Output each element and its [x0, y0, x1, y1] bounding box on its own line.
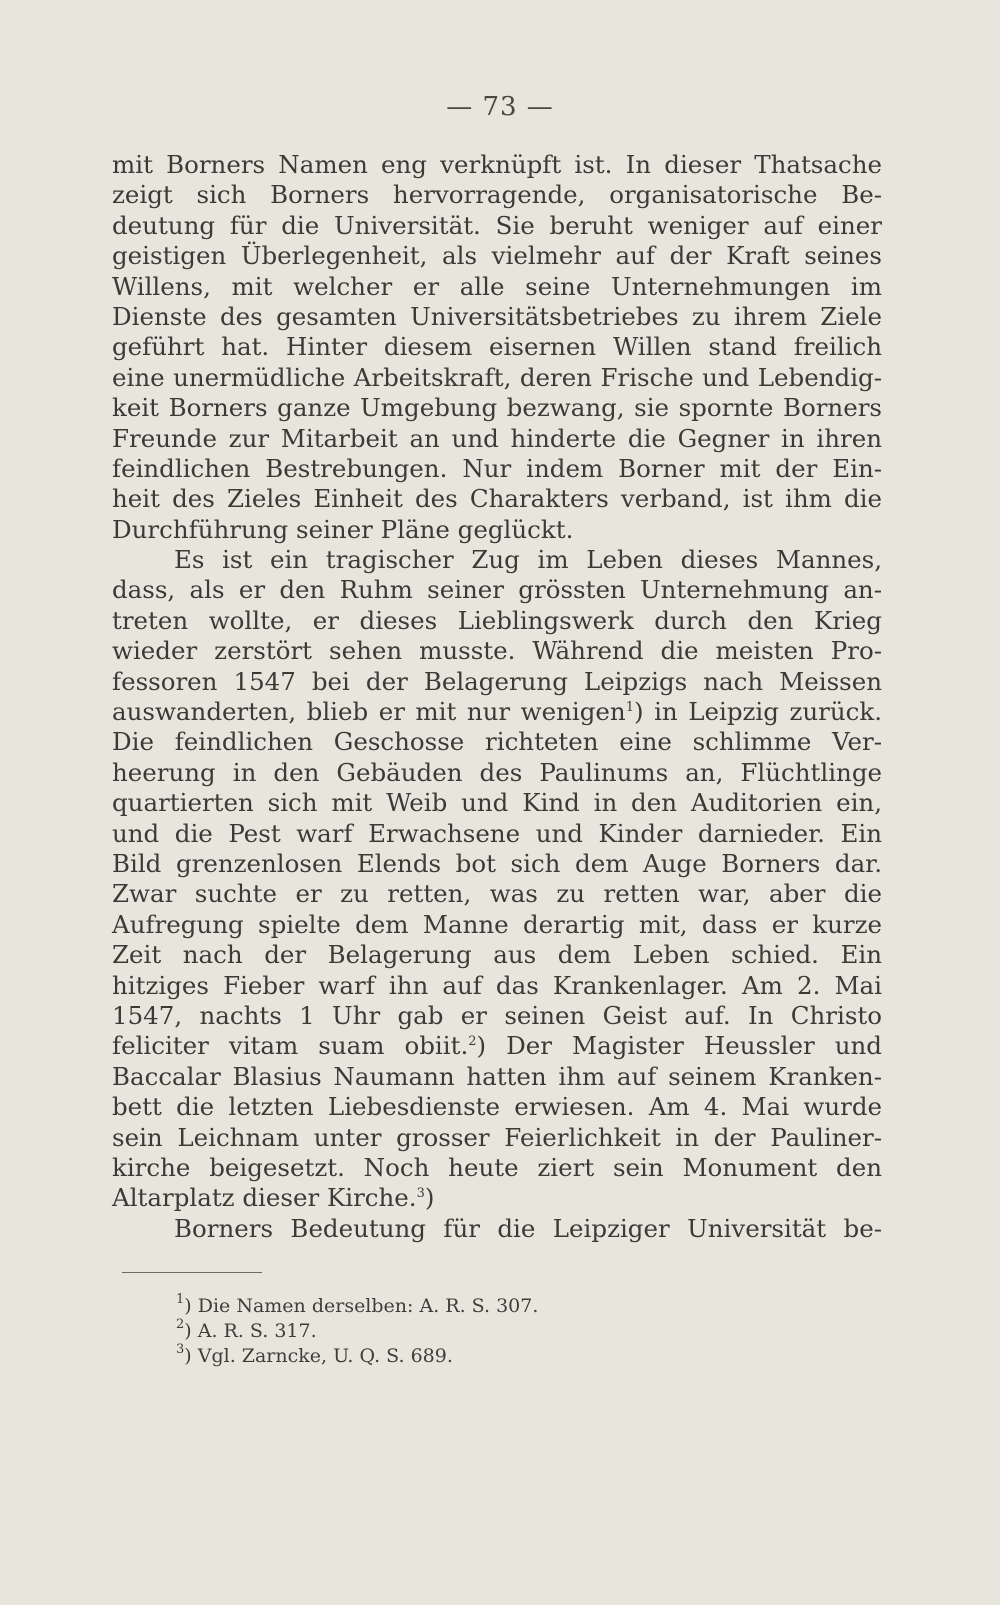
footnote-mark-close: ) [184, 1345, 192, 1367]
text-segment: auswanderten, blieb er mit nur wenigen [112, 697, 626, 727]
text-line: kirche beigesetzt. Noch heute ziert sein Monument den [112, 1152, 882, 1182]
text-line: fessoren 1547 bei der Belagerung Leipzigs nach Meissen [112, 666, 882, 696]
text-line: hitziges Fieber warf ihn auf das Krankenlager. Am 2. Mai [112, 970, 882, 1000]
text-line: bett die letzten Liebesdienste erwiesen. Am 4. Mai wurde [112, 1092, 882, 1122]
text-line: heerung in den Gebäuden des Paulinums an, Flüchtlinge [112, 757, 882, 787]
footnote [176, 1294, 538, 1319]
text-line: Bild grenzenlosen Elends bot sich dem Auge Borners dar. [112, 848, 882, 878]
footnote [176, 1319, 538, 1344]
footnote-mark: 1 [176, 1292, 185, 1307]
text-line: Baccalar Blasius Naumann hatten ihm auf seinem Kranken- [112, 1061, 882, 1091]
text-line: dass, als er den Ruhm seiner grössten Unternehmung an- [112, 575, 882, 605]
page-number: — 73 — [446, 92, 554, 122]
text-line: eine unermüdliche Arbeitskraft, deren Frische und Lebendig- [112, 362, 882, 392]
text-line: Borners Bedeutung für die Leipziger Universität be- [174, 1213, 882, 1243]
footnote-text: Vgl. Zarncke, U. Q. S. 689. [191, 1345, 453, 1367]
text-line: 1547, nachts 1 Uhr gab er seinen Geist auf. In Christo [112, 1000, 882, 1030]
footnote-mark-close: ) [184, 1320, 192, 1342]
text-line: Aufregung spielte dem Manne derartig mit, dass er kurze [112, 909, 882, 939]
footnote-mark-close: ) [184, 1295, 192, 1317]
footnote [176, 1344, 538, 1369]
body-text [112, 150, 882, 1244]
footnote-text: A. R. S. 317. [191, 1320, 317, 1342]
text-line: Willens, mit welcher er alle seine Unternehmungen im [112, 271, 882, 301]
text-line: geistigen Überlegenheit, als vielmehr auf der Kraft seines [112, 241, 882, 271]
text-line: Zeit nach der Belagerung aus dem Leben schied. Ein [112, 940, 882, 970]
text-line: und die Pest warf Erwachsene und Kinder darnieder. Ein [112, 818, 882, 848]
text-line-with-footnote-ref [112, 697, 882, 727]
text-line: keit Borners ganze Umgebung bezwang, sie spornte Borners [112, 393, 882, 423]
text-line: deutung für die Universität. Sie beruht weniger auf einer [112, 210, 882, 240]
text-line: sein Leichnam unter grosser Feierlichkeit in der Pauliner- [112, 1122, 882, 1152]
footnotes [176, 1294, 538, 1369]
footnote-mark: 3 [176, 1342, 185, 1357]
footnote-ref: 1 [625, 700, 634, 716]
text-segment: ) [424, 1183, 435, 1213]
text-line-with-footnote-ref [112, 1031, 882, 1061]
text-line: Dienste des gesamten Universitätsbetriebes zu ihrem Ziele [112, 301, 882, 331]
text-segment: ) Der Magister Heussler und [476, 1031, 882, 1061]
text-line: Die feindlichen Geschosse richteten eine schlimme Ver- [112, 727, 882, 757]
text-segment: feliciter vitam suam obiit. [112, 1031, 469, 1061]
text-line: quartierten sich mit Weib und Kind in den Auditorien ein, [112, 788, 882, 818]
text-line: treten wollte, er dieses Lieblingswerk durch den Krieg [112, 605, 882, 635]
text-line: heit des Zieles Einheit des Charakters verband, ist ihm die [112, 484, 882, 514]
footnote-mark: 2 [176, 1317, 185, 1332]
text-line: feindlichen Bestrebungen. Nur indem Borner mit der Ein- [112, 453, 882, 483]
text-segment: ) in Leipzig zurück. [634, 697, 882, 727]
text-line: mit Borners Namen eng verknüpft ist. In dieser Thatsache [112, 150, 882, 179]
footnote-divider [122, 1272, 262, 1273]
footnote-text: Die Namen derselben: A. R. S. 307. [191, 1295, 539, 1317]
text-line: geführt hat. Hinter diesem eisernen Willen stand freilich [112, 332, 882, 362]
text-line-with-footnote-ref [112, 1183, 882, 1213]
text-line: Durchführung seiner Pläne geglückt. [112, 514, 574, 544]
text-line: wieder zerstört sehen musste. Während die meisten Pro- [112, 636, 882, 666]
footnote-ref: 3 [416, 1186, 425, 1202]
footnote-ref: 2 [468, 1034, 477, 1050]
text-line: zeigt sich Borners hervorragende, organisatorische Be- [112, 180, 882, 210]
text-line: Es ist ein tragischer Zug im Leben dieses Mannes, [174, 545, 882, 575]
text-line: Zwar suchte er zu retten, was zu retten war, aber die [112, 879, 882, 909]
text-line: Freunde zur Mitarbeit an und hinderte die Gegner in ihren [112, 423, 882, 453]
text-segment: Altarplatz dieser Kirche. [112, 1183, 417, 1213]
